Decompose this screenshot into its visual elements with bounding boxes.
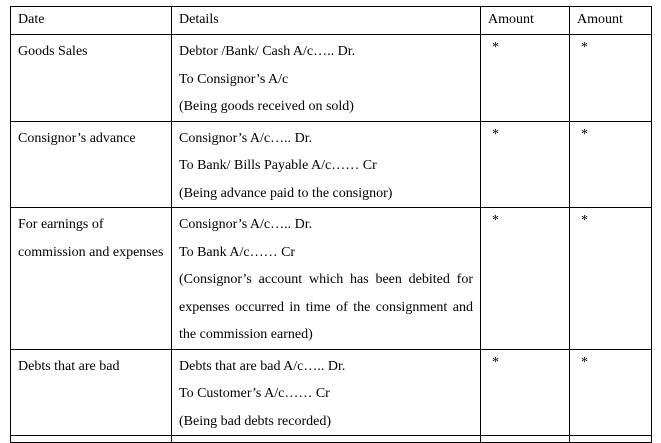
header-date: Date bbox=[11, 7, 172, 35]
narration: (Being advance paid to the consignor) bbox=[179, 185, 393, 201]
row-details bbox=[172, 208, 481, 350]
debit-entry: Debtor /Bank/ Cash A/c….. Dr. bbox=[179, 44, 356, 59]
debit-entry: Consignor’s A/c….. Dr. bbox=[179, 217, 313, 232]
debit-entry: Consignor’s A/c….. Dr. bbox=[179, 130, 313, 146]
row-amount-debit bbox=[481, 349, 570, 436]
header-details: Details bbox=[172, 7, 481, 35]
table-bottom-edge bbox=[11, 436, 652, 443]
header-amount-credit: Amount bbox=[570, 7, 652, 35]
narration: (Being goods received on sold) bbox=[179, 99, 354, 114]
amount-placeholder: * bbox=[492, 40, 499, 55]
row-amount-debit bbox=[481, 35, 570, 122]
empty-cell bbox=[172, 436, 481, 443]
table-row bbox=[11, 121, 652, 208]
narration: (Being bad debts recorded) bbox=[179, 413, 331, 429]
row-details bbox=[172, 35, 481, 122]
journal-entries-table bbox=[10, 6, 652, 443]
amount-placeholder: * bbox=[581, 213, 588, 228]
header-row bbox=[11, 7, 652, 35]
credit-entry: To Bank/ Bills Payable A/c…… Cr bbox=[179, 158, 377, 173]
row-amount-debit bbox=[481, 121, 570, 208]
amount-placeholder: * bbox=[581, 354, 588, 370]
row-date: Debts that are bad bbox=[11, 349, 172, 436]
row-amount-debit bbox=[481, 208, 570, 350]
table-row bbox=[11, 349, 652, 436]
amount-placeholder: * bbox=[492, 126, 499, 142]
row-amount-credit bbox=[570, 349, 652, 436]
amount-placeholder: * bbox=[492, 354, 499, 370]
narration: (Consignor’s account which has been debited for expenses occurred in time of the consignment and the commission earned) bbox=[179, 272, 473, 342]
credit-entry: To Consignor’s A/c bbox=[179, 71, 289, 87]
amount-placeholder: * bbox=[581, 40, 588, 55]
empty-cell bbox=[481, 436, 570, 443]
credit-entry: To Customer’s A/c…… Cr bbox=[179, 386, 330, 401]
debit-entry: Debts that are bad A/c….. Dr. bbox=[179, 358, 346, 374]
row-date: For earnings of commission and expenses bbox=[11, 208, 172, 350]
header-amount-debit: Amount bbox=[481, 7, 570, 35]
amount-placeholder: * bbox=[492, 213, 499, 228]
row-amount-credit bbox=[570, 121, 652, 208]
table-row bbox=[11, 208, 652, 350]
empty-cell bbox=[570, 436, 652, 443]
credit-entry: To Bank A/c…… Cr bbox=[179, 244, 296, 260]
row-amount-credit bbox=[570, 35, 652, 122]
table-row bbox=[11, 35, 652, 122]
row-details bbox=[172, 349, 481, 436]
row-date: Goods Sales bbox=[11, 35, 172, 122]
empty-cell bbox=[11, 436, 172, 443]
row-date: Consignor’s advance bbox=[11, 121, 172, 208]
row-amount-credit bbox=[570, 208, 652, 350]
row-details bbox=[172, 121, 481, 208]
amount-placeholder: * bbox=[581, 126, 588, 142]
